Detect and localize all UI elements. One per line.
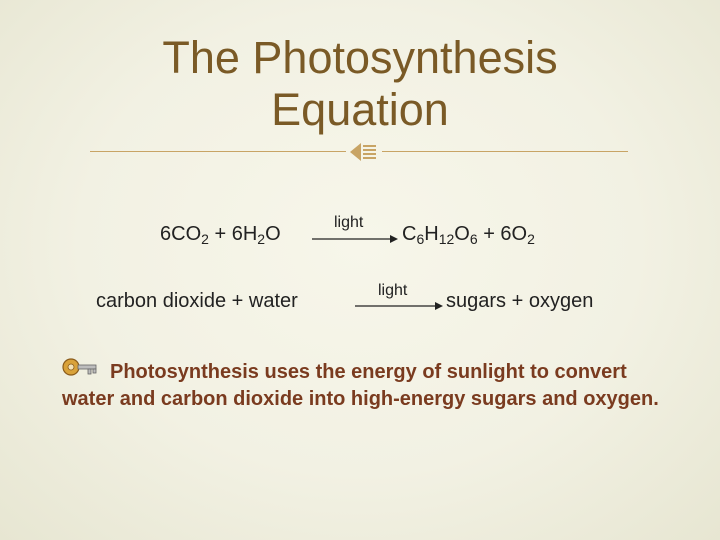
reactants-words: carbon dioxide + water <box>96 290 298 312</box>
slide-title: The Photosynthesis Equation <box>162 32 558 135</box>
formula-arrow-icon <box>312 234 398 244</box>
triangle-bars-icon <box>348 141 378 163</box>
products-formula: $C_6H_{12}O_6 + 6O_2$ <box>402 223 535 247</box>
words-arrow-label: light <box>378 282 408 299</box>
title-rule-right <box>382 151 628 152</box>
words-arrow-icon <box>355 301 443 311</box>
products-words: sugars + oxygen <box>446 290 594 312</box>
bullet-text: Photosynthesis uses the energy of sunlight to convert water and carbon dioxide into high-energy sugars and oxygen. <box>62 361 659 410</box>
formula-arrow-label: light <box>334 214 364 231</box>
title-rule-left <box>90 151 346 152</box>
reactants-formula: $6CO_2 + 6H_2O$ <box>160 223 281 247</box>
